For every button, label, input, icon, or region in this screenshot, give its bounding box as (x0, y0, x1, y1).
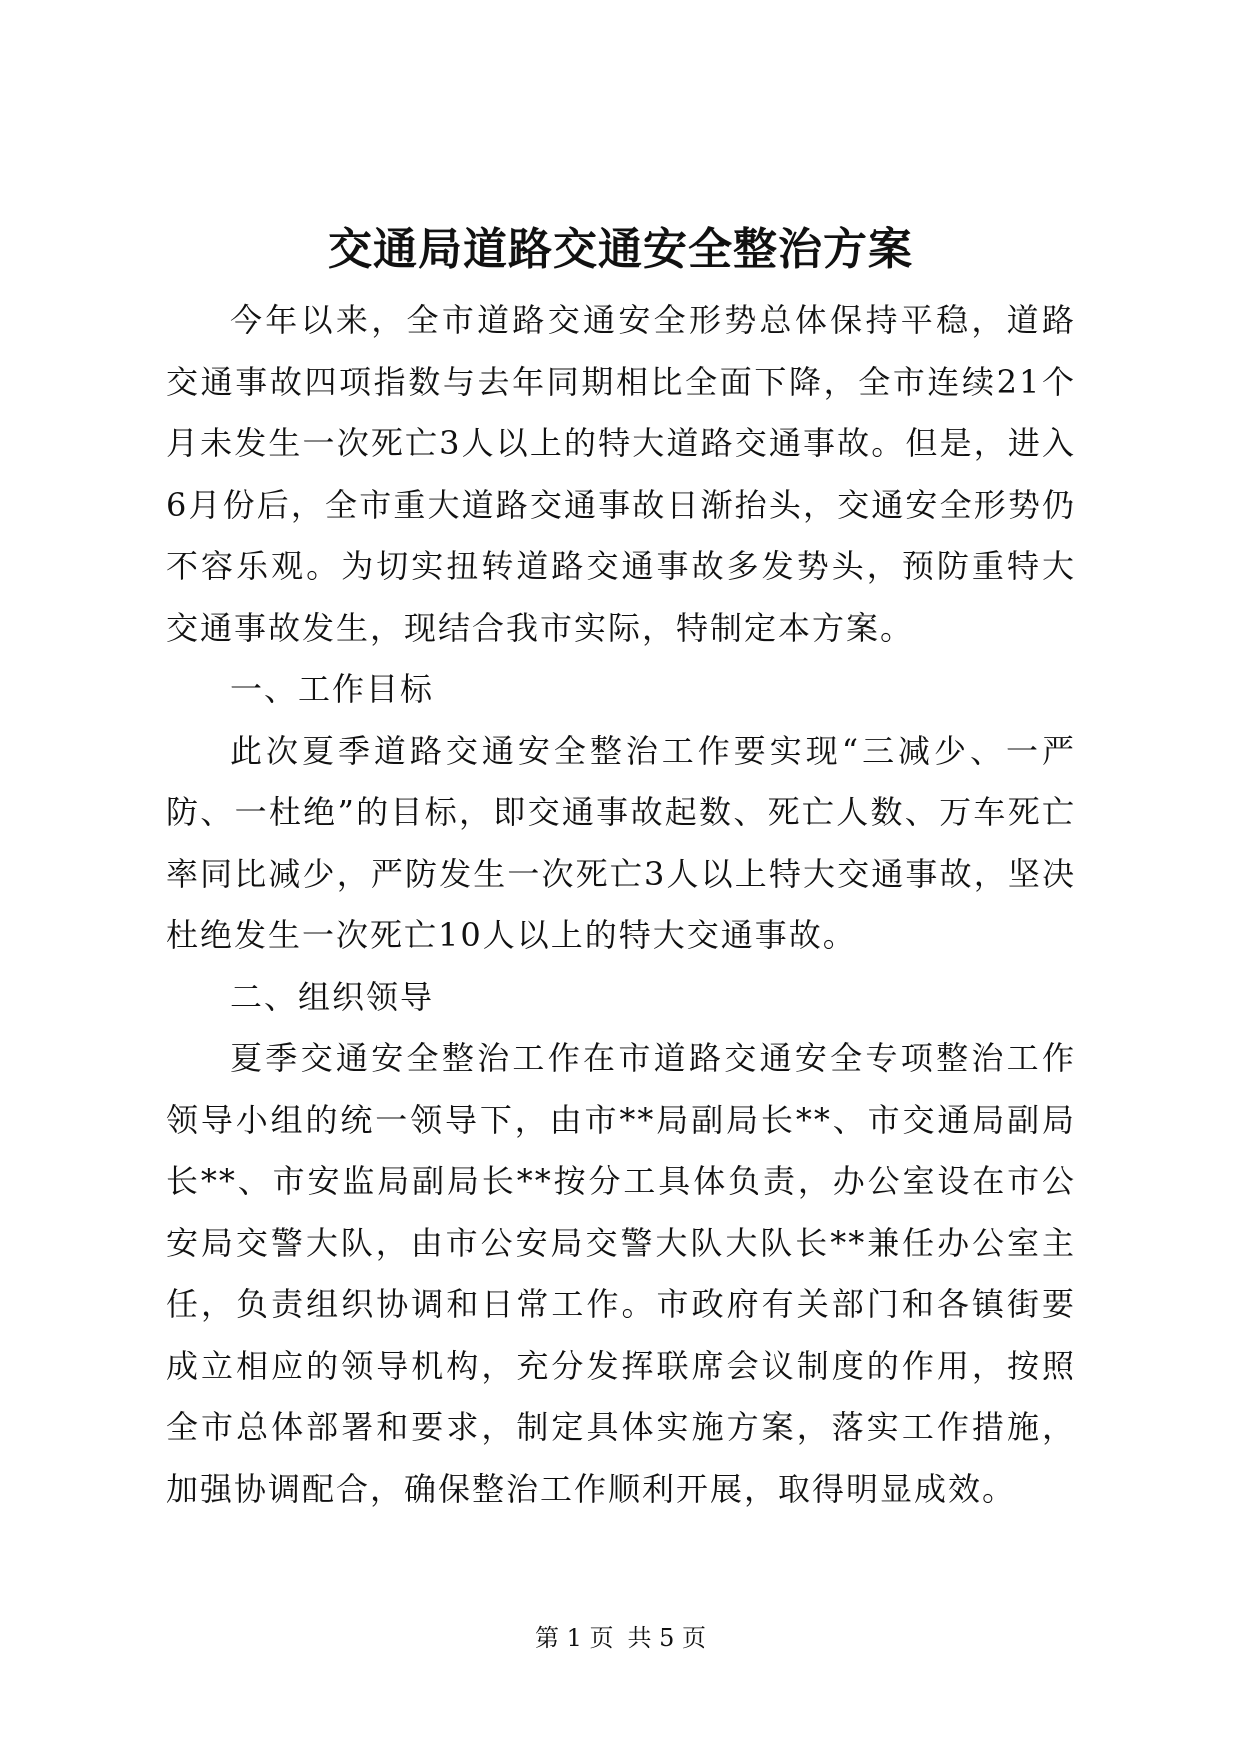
intro-paragraph: 今年以来，全市道路交通安全形势总体保持平稳，道路交通事故四项指数与去年同期相比全面下降，全市连续21个月未发生一次死亡3人以上的特大道路交通事故。但是，进入6月份后，全市重大道路交通事故日渐抬头，交通安全形势仍不容乐观。为切实扭转道路交通事故多发势头，预防重特大交通事故发生，现结合我市实际，特制定本方案。 (166, 301, 1076, 647)
document-body (166, 290, 1076, 1520)
section-heading-leadership: 二、组织领导 (230, 977, 435, 1016)
page-total: 共 5 页 (627, 1624, 707, 1652)
goals-paragraph: 此次夏季道路交通安全整治工作要实现“三减少、一严防、一杜绝”的目标，即交通事故起数、死亡人数、万车死亡率同比减少，严防发生一次死亡3人以上特大交通事故，坚决杜绝发生一次死亡10人以上的特大交通事故。 (166, 731, 1076, 954)
leadership-paragraph: 夏季交通安全整治工作在市道路交通安全专项整治工作领导小组的统一领导下，由市**局副局长**、市交通局副局长**、市安监局副局长**按分工具体负责，办公室设在市公安局交警大队，由市公安局交警大队大队长**兼任办公室主任，负责组织协调和日常工作。市政府有关部门和各镇街要成立相应的领导机构，充分发挥联席会议制度的作用，按照全市总体部署和要求，制定具体实施方案，落实工作措施，加强协调配合，确保整治工作顺利开展，取得明显成效。 (166, 1039, 1076, 1508)
section-heading-goals: 一、工作目标 (230, 670, 435, 708)
page-number: 第 1 页 (534, 1624, 614, 1652)
page-footer (0, 1622, 1241, 1654)
document-title: 交通局道路交通安全整治方案 (328, 224, 913, 275)
